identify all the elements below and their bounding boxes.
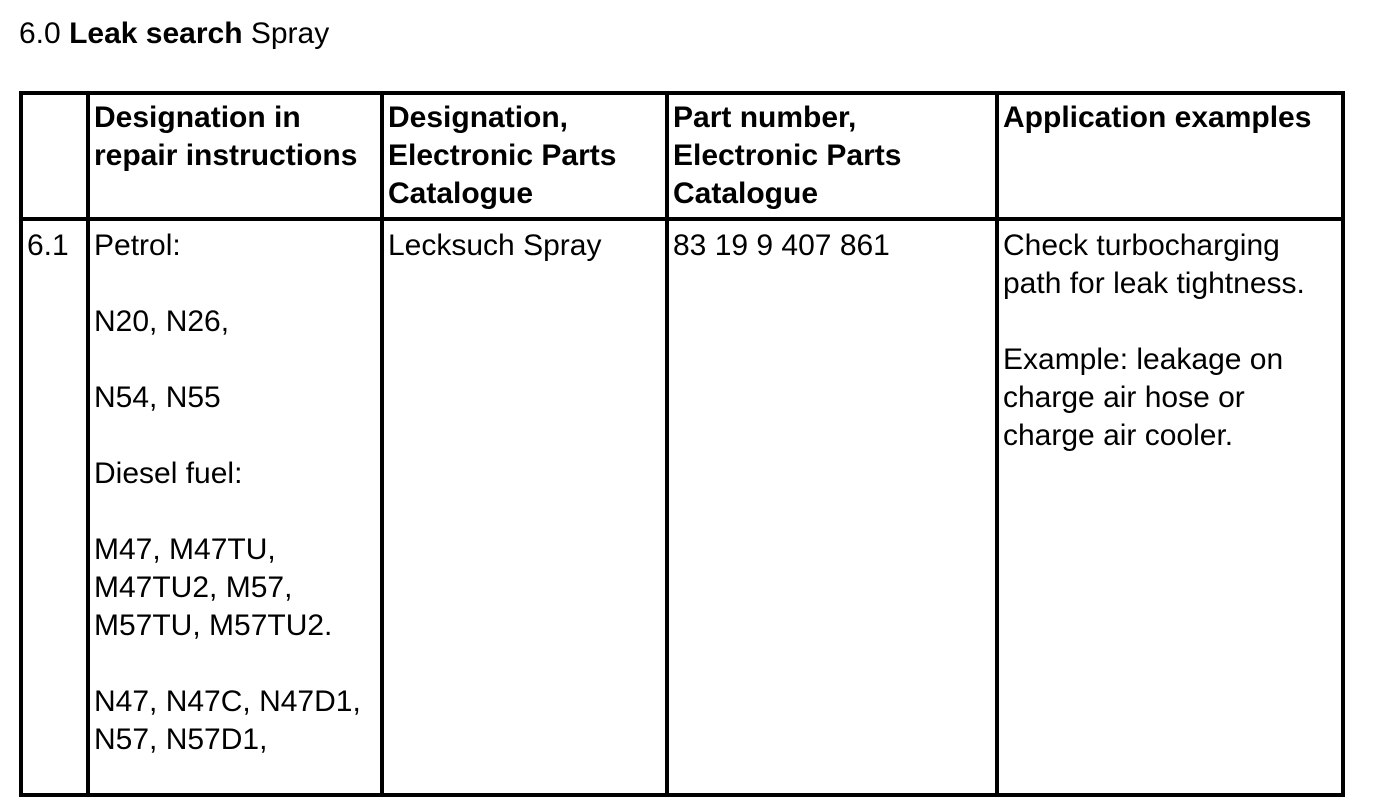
designation-line: M47, M47TU, M47TU2, M57, M57TU, M57TU2. — [94, 533, 333, 642]
designation-cell — [88, 219, 382, 795]
section-heading — [19, 14, 329, 54]
header-number — [21, 93, 88, 219]
application-text: Example: leakage on charge air hose or charge air cooler. — [1003, 343, 1284, 452]
part-number-cell: 83 19 9 407 861 — [667, 219, 997, 795]
table-row — [21, 219, 1343, 795]
epc-designation-cell: Lecksuch Spray — [382, 219, 667, 795]
section-number: 6.0 — [19, 17, 61, 50]
designation-line: N54, N55 — [94, 381, 221, 414]
section-title-bold: Leak search — [69, 17, 243, 50]
header-designation-epc: Designation, Electronic Parts Catalogue — [382, 93, 667, 219]
application-cell — [997, 219, 1343, 795]
header-designation-repair: Designation in repair instructions — [88, 93, 382, 219]
application-text: Check turbocharging path for leak tightness. — [1003, 229, 1305, 300]
designation-line: N47, N47C, N47D1, N57, N57D1, — [94, 685, 361, 756]
row-number: 6.1 — [21, 219, 88, 795]
table-header-row — [21, 93, 1343, 219]
designation-line: Petrol: — [94, 229, 181, 262]
section-title-rest: Spray — [250, 17, 330, 50]
designation-line: N20, N26, — [94, 305, 230, 338]
designation-line: Diesel fuel: — [94, 457, 243, 490]
header-part-number: Part number, Electronic Parts Catalogue — [667, 93, 997, 219]
parts-table — [19, 91, 1345, 797]
header-application: Application examples — [997, 93, 1343, 219]
